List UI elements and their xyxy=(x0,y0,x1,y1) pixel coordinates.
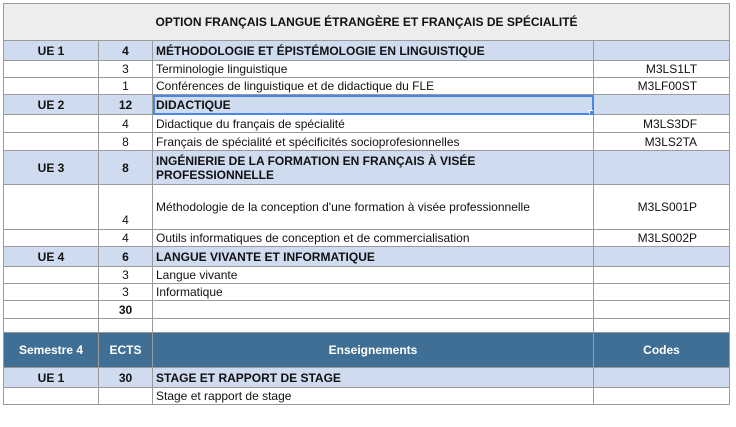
ue-label-cell[interactable]: UE 2 xyxy=(4,95,99,115)
course-name-cell[interactable]: Outils informatiques de conception et de commercialisation xyxy=(153,230,594,247)
empty-cell[interactable] xyxy=(4,388,99,405)
course-ects-cell[interactable]: 4 xyxy=(99,185,153,230)
ue-row xyxy=(4,41,730,61)
course-ects-cell[interactable]: 1 xyxy=(99,78,153,95)
ue-row xyxy=(4,368,730,388)
course-code-cell[interactable] xyxy=(594,388,730,405)
ue-code-cell[interactable] xyxy=(594,368,730,388)
blank-row xyxy=(4,319,730,333)
header-semester-cell[interactable]: Semestre 4 xyxy=(4,333,99,368)
course-ects-cell[interactable] xyxy=(99,388,153,405)
course-row xyxy=(4,185,730,230)
course-row xyxy=(4,230,730,247)
ue-code-cell[interactable] xyxy=(594,95,730,115)
course-ects-cell[interactable]: 4 xyxy=(99,230,153,247)
course-ects-cell[interactable]: 3 xyxy=(99,284,153,301)
ue-name-cell[interactable]: LANGUE VIVANTE ET INFORMATIQUE xyxy=(153,247,594,267)
empty-cell[interactable] xyxy=(153,301,594,319)
ue-code-cell[interactable] xyxy=(594,247,730,267)
course-row xyxy=(4,133,730,151)
course-name-cell[interactable]: Français de spécialité et spécificités socioprofesionnelles xyxy=(153,133,594,151)
course-row xyxy=(4,115,730,133)
course-ects-cell[interactable]: 8 xyxy=(99,133,153,151)
table-title[interactable]: OPTION FRANÇAIS LANGUE ÉTRANGÈRE ET FRANÇAIS DE SPÉCIALITÉ xyxy=(4,4,730,41)
header-enseignements-cell[interactable]: Enseignements xyxy=(153,333,594,368)
course-code-cell[interactable] xyxy=(594,284,730,301)
course-code-cell[interactable]: M3LS001P xyxy=(594,185,730,230)
header-ects-cell[interactable]: ECTS xyxy=(99,333,153,368)
ue-name-cell[interactable]: INGÉNIERIE DE LA FORMATION EN FRANÇAIS À VISÉE PROFESSIONNELLE xyxy=(153,151,594,185)
course-name-cell[interactable]: Conférences de linguistique et de didactique du FLE xyxy=(153,78,594,95)
course-code-cell[interactable]: M3LS2TA xyxy=(594,133,730,151)
ue-ects-cell[interactable]: 4 xyxy=(99,41,153,61)
ue-name-cell[interactable]: MÉTHODOLOGIE ET ÉPISTÉMOLOGIE EN LINGUISTIQUE xyxy=(153,41,594,61)
ue-row xyxy=(4,95,730,115)
empty-cell[interactable] xyxy=(4,115,99,133)
empty-cell[interactable] xyxy=(99,319,153,333)
course-ects-cell[interactable]: 4 xyxy=(99,115,153,133)
course-name-cell[interactable]: Langue vivante xyxy=(153,267,594,284)
course-name-cell[interactable]: Stage et rapport de stage xyxy=(153,388,594,405)
ue-label-cell[interactable]: UE 4 xyxy=(4,247,99,267)
selected-cell[interactable] xyxy=(153,95,594,115)
course-code-cell[interactable] xyxy=(594,267,730,284)
empty-cell[interactable] xyxy=(4,301,99,319)
ue-label-cell[interactable]: UE 1 xyxy=(4,368,99,388)
ue-name-text: DIDACTIQUE xyxy=(156,97,231,112)
ue-code-cell[interactable] xyxy=(594,151,730,185)
ue-label-cell[interactable]: UE 3 xyxy=(4,151,99,185)
ue-ects-cell[interactable]: 12 xyxy=(99,95,153,115)
course-row xyxy=(4,267,730,284)
empty-cell[interactable] xyxy=(4,61,99,78)
empty-cell[interactable] xyxy=(4,185,99,230)
course-name-cell[interactable]: Terminologie linguistique xyxy=(153,61,594,78)
semester-header-row xyxy=(4,333,730,368)
title-row xyxy=(4,4,730,41)
ue-row xyxy=(4,247,730,267)
ue-ects-cell[interactable]: 30 xyxy=(99,368,153,388)
total-row xyxy=(4,301,730,319)
ue-label-cell[interactable]: UE 1 xyxy=(4,41,99,61)
course-row xyxy=(4,284,730,301)
course-row xyxy=(4,61,730,78)
ue-ects-cell[interactable]: 6 xyxy=(99,247,153,267)
course-row xyxy=(4,388,730,405)
curriculum-table xyxy=(3,3,730,405)
ue-name-cell[interactable]: STAGE ET RAPPORT DE STAGE xyxy=(153,368,594,388)
course-code-cell[interactable]: M3LS002P xyxy=(594,230,730,247)
course-name-cell[interactable]: Informatique xyxy=(153,284,594,301)
total-ects-cell[interactable]: 30 xyxy=(99,301,153,319)
empty-cell[interactable] xyxy=(594,319,730,333)
ue-code-cell[interactable] xyxy=(594,41,730,61)
empty-cell[interactable] xyxy=(4,319,99,333)
course-row xyxy=(4,78,730,95)
empty-cell[interactable] xyxy=(594,301,730,319)
empty-cell[interactable] xyxy=(4,230,99,247)
course-ects-cell[interactable]: 3 xyxy=(99,267,153,284)
ue-row xyxy=(4,151,730,185)
course-name-cell[interactable]: Méthodologie de la conception d'une formation à visée professionnelle xyxy=(153,185,594,230)
course-name-cell[interactable]: Didactique du français de spécialité xyxy=(153,115,594,133)
course-code-cell[interactable]: M3LS3DF xyxy=(594,115,730,133)
fill-handle[interactable] xyxy=(589,110,594,115)
empty-cell[interactable] xyxy=(4,78,99,95)
empty-cell[interactable] xyxy=(4,284,99,301)
empty-cell[interactable] xyxy=(4,133,99,151)
empty-cell[interactable] xyxy=(153,319,594,333)
course-code-cell[interactable]: M3LF00ST xyxy=(594,78,730,95)
course-ects-cell[interactable]: 3 xyxy=(99,61,153,78)
ue-ects-cell[interactable]: 8 xyxy=(99,151,153,185)
header-codes-cell[interactable]: Codes xyxy=(594,333,730,368)
course-code-cell[interactable]: M3LS1LT xyxy=(594,61,730,78)
empty-cell[interactable] xyxy=(4,267,99,284)
